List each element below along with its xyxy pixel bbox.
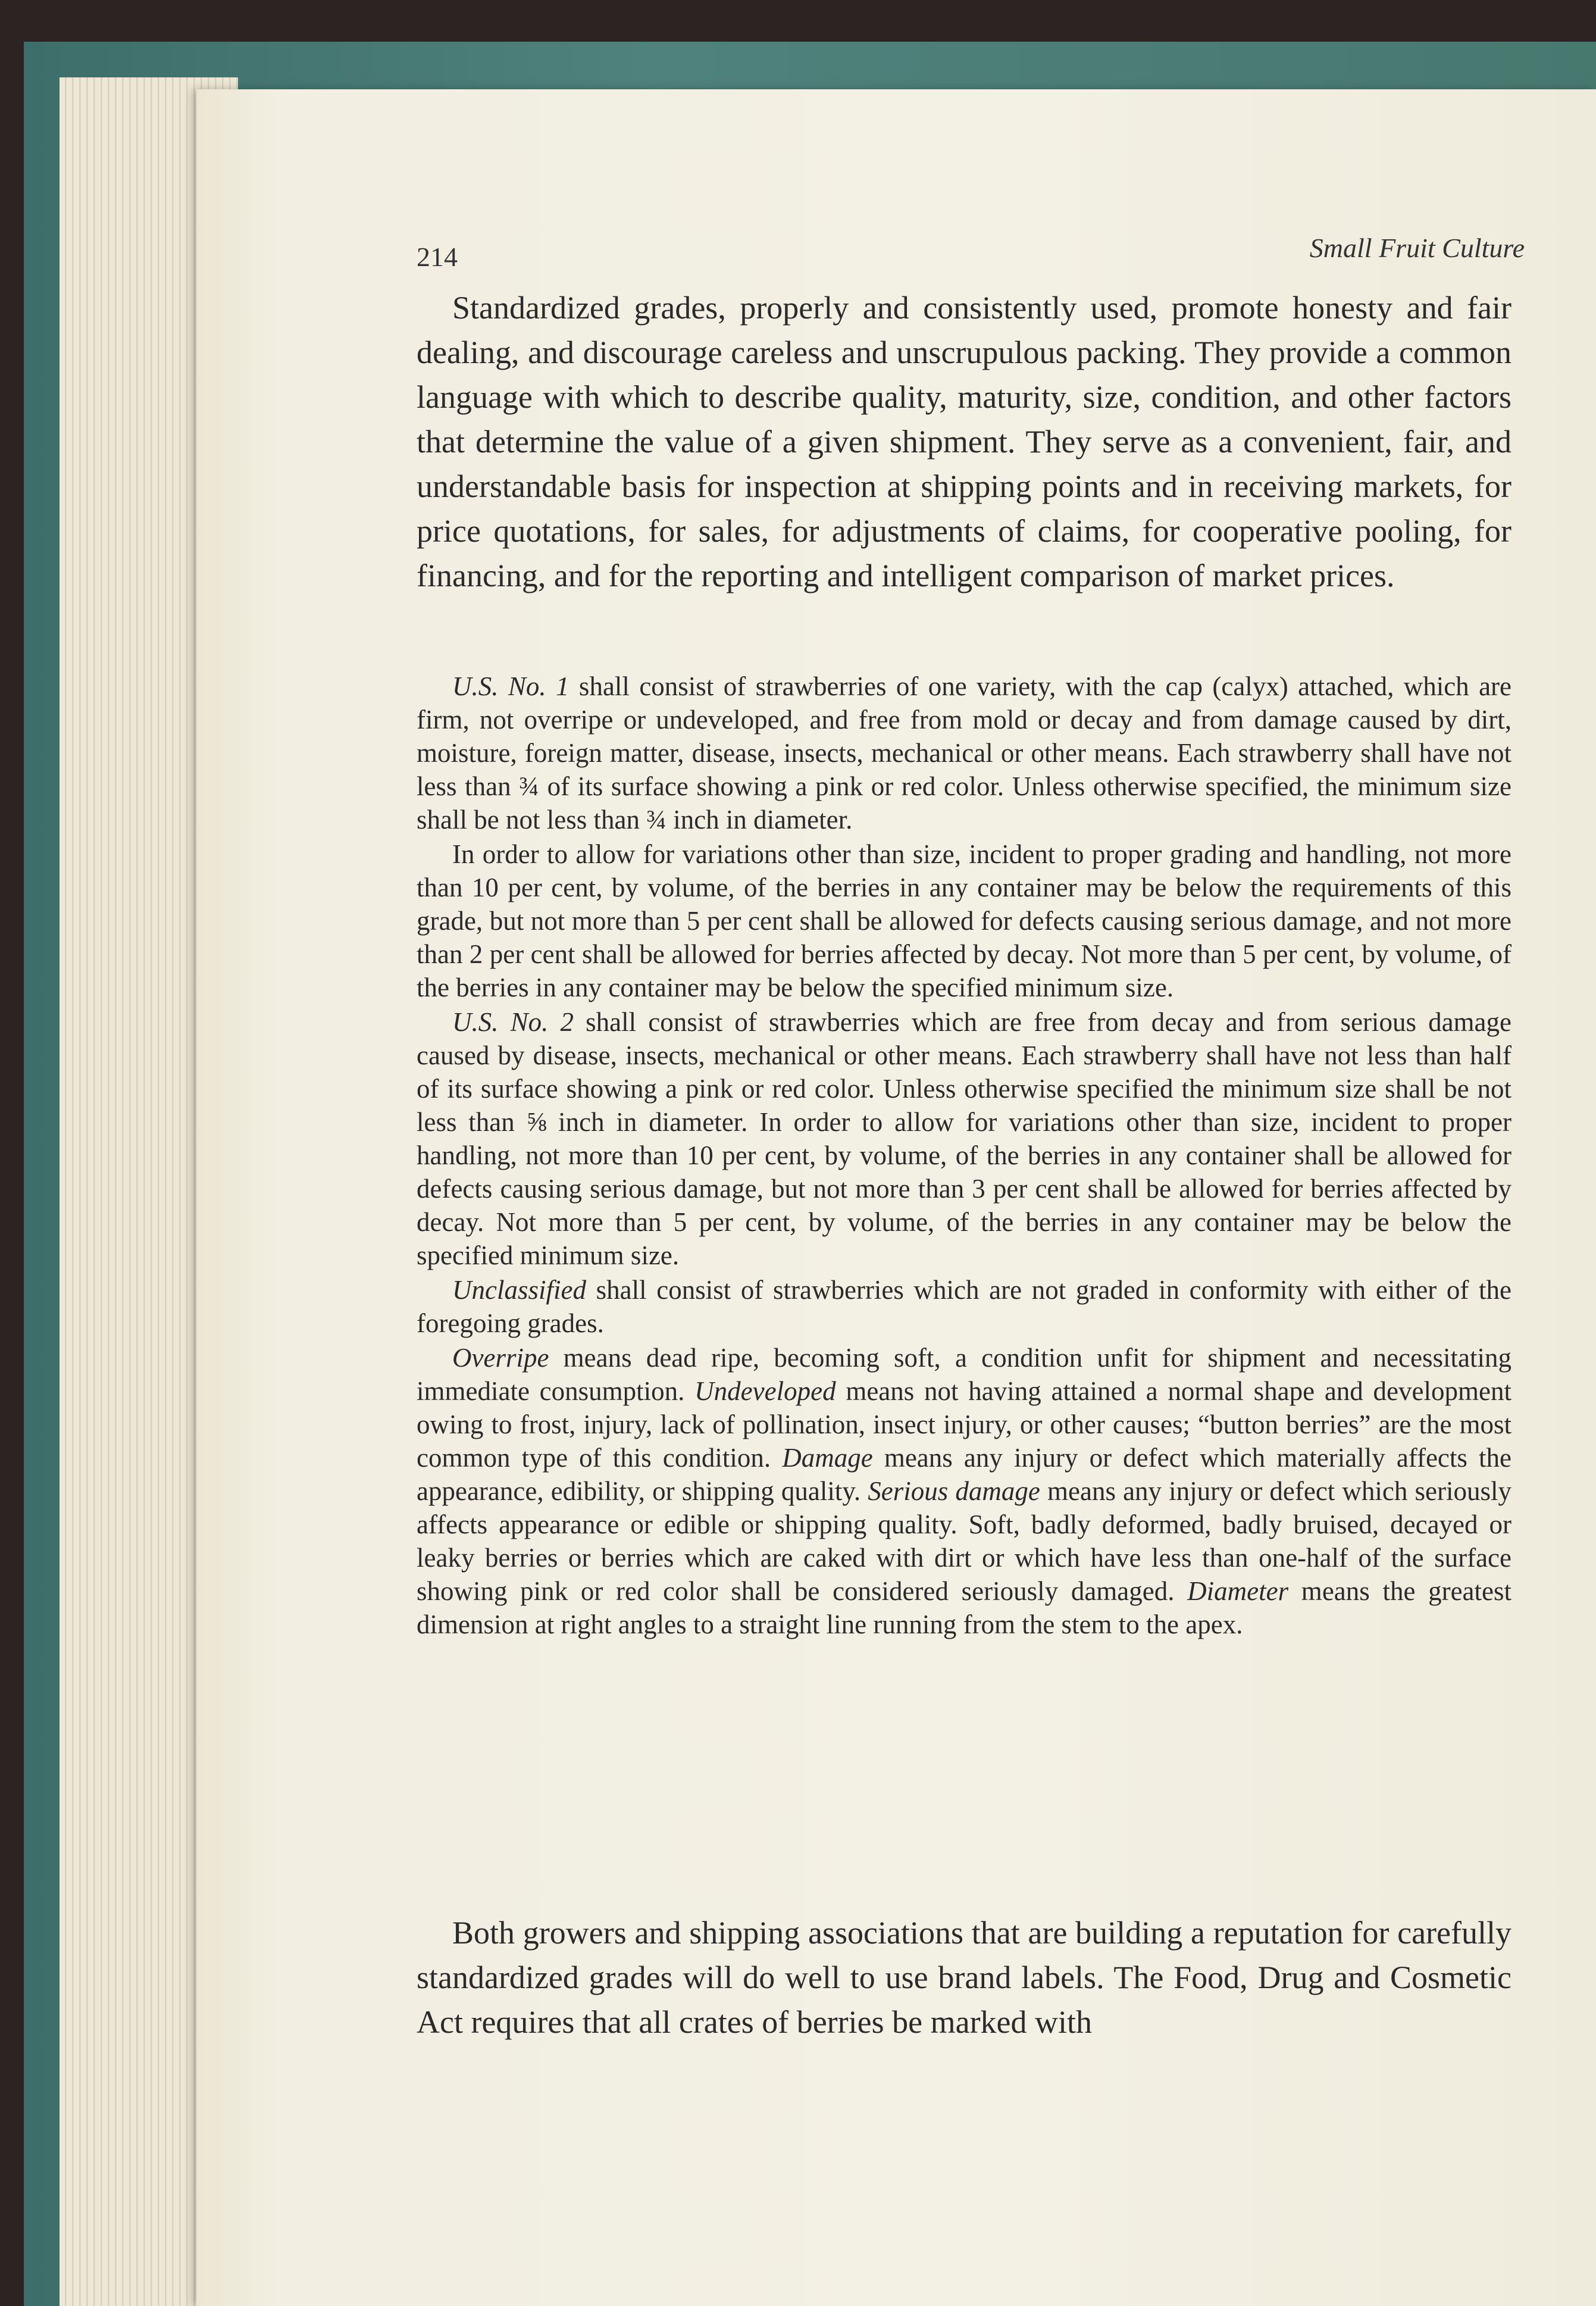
- definition-text: means the greatest dimension at right angles to a straight line running from the stem to the apex.: [417, 1576, 1512, 1639]
- grade-us-no1: [417, 670, 1511, 836]
- definition-text: means any injury or defect which seriously affects appearance or edible or shipping quality. Soft, badly deformed, badly bruised, decayed or leaky berries or berries which are caked with dirt or which have less than one-half of the surface showing pink or red color shall be considered seriously damaged.: [417, 1476, 1511, 1606]
- grades-section: [417, 670, 1511, 1641]
- grade-unclassified: [417, 1273, 1511, 1340]
- definition-text: means not having attained a normal shape and development owing to frost, injury, lack of pollination, insect injury, or other causes; “button berries” are the most common type of this condition.: [417, 1376, 1511, 1473]
- definition-text: means any injury or defect which materially affects the appearance, edibility, or shipping quality.: [417, 1443, 1511, 1506]
- grade-text: shall consist of strawberries which are free from decay and from serious damage caused by disease, insects, mechanical or other means. Each strawberry shall have not less than half of its surface showing a pink or red color. Unless otherwise specified the minimum size shall be not less than ⅝ inch in diameter. In order to allow for variations other than size, incident to proper handling, not more than 10 per cent, by volume, of the berries in any container shall be allowed for defects causing serious damage, but not more than 3 per cent shall be allowed for berries affected by decay. Not more than 5 per cent, by volume, of the berries in any container may be below the specified minimum size.: [417, 1007, 1511, 1270]
- tolerance-paragraph: In order to allow for variations other than size, incident to proper grading and handling, not more than 10 per cent, by volume, of the berries in any container may be below the requirements of this grade, but not more than 5 per cent shall be allowed for defects causing serious damage, and not more than 2 per cent shall be allowed for berries affected by decay. Not more than 5 per cent, by volume, of the berries in any container may be below the specified minimum size.: [417, 839, 1511, 1002]
- grade-us-no2: [417, 1005, 1511, 1272]
- grade-text: shall consist of strawberries which are not graded in conformity with either of the foregoing grades.: [417, 1275, 1511, 1338]
- definitions-paragraph: [417, 1341, 1511, 1641]
- intro-section: [417, 286, 1511, 598]
- intro-paragraph: Standardized grades, properly and consistently used, promote honesty and fair dealing, and discourage careless and unscrupulous packing. They provide a common language with which to describe quality, maturity, size, condition, and other factors that determine the value of a given shipment. They serve as a convenient, fair, and understandable basis for inspection at shipping points and in receiving markets, for price quotations, for sales, for adjustments of claims, for cooperative pooling, for financing, and for the reporting and intelligent comparison of market prices.: [417, 290, 1511, 593]
- grade-term: U.S. No. 1: [452, 671, 569, 701]
- definition-term: Undeveloped: [694, 1376, 836, 1406]
- closing-paragraph: Both growers and shipping associations that are building a reputation for carefully standardized grades will do well to use brand labels. The Food, Drug and Cosmetic Act requires that all crates of berries be marked with: [417, 1915, 1511, 2040]
- page-number: 214: [417, 242, 458, 272]
- grade-text: shall consist of strawberries of one variety, with the cap (calyx) attached, which are firm, not overripe or undeveloped, and free from mold or decay and from damage caused by dirt, moisture, foreign matter, disease, insects, mechanical or other means. Each strawberry shall have not less than ¾ of its surface showing a pink or red color. Unless otherwise specified, the minimum size shall be not less than ¾ inch in diameter.: [417, 671, 1512, 835]
- grade-term: Unclassified: [452, 1275, 586, 1305]
- book-page: [196, 89, 1596, 2306]
- definition-term: Serious damage: [868, 1476, 1040, 1506]
- definition-term: Overripe: [452, 1343, 549, 1373]
- definition-text: means dead ripe, becoming soft, a condition unfit for shipment and necessitating immediate consumption.: [417, 1343, 1511, 1406]
- grade-term: U.S. No. 2: [452, 1007, 574, 1037]
- running-head: Small Fruit Culture: [1309, 233, 1525, 263]
- closing-section: [417, 1911, 1511, 2045]
- definition-term: Diameter: [1187, 1576, 1289, 1606]
- definition-term: Damage: [782, 1443, 873, 1473]
